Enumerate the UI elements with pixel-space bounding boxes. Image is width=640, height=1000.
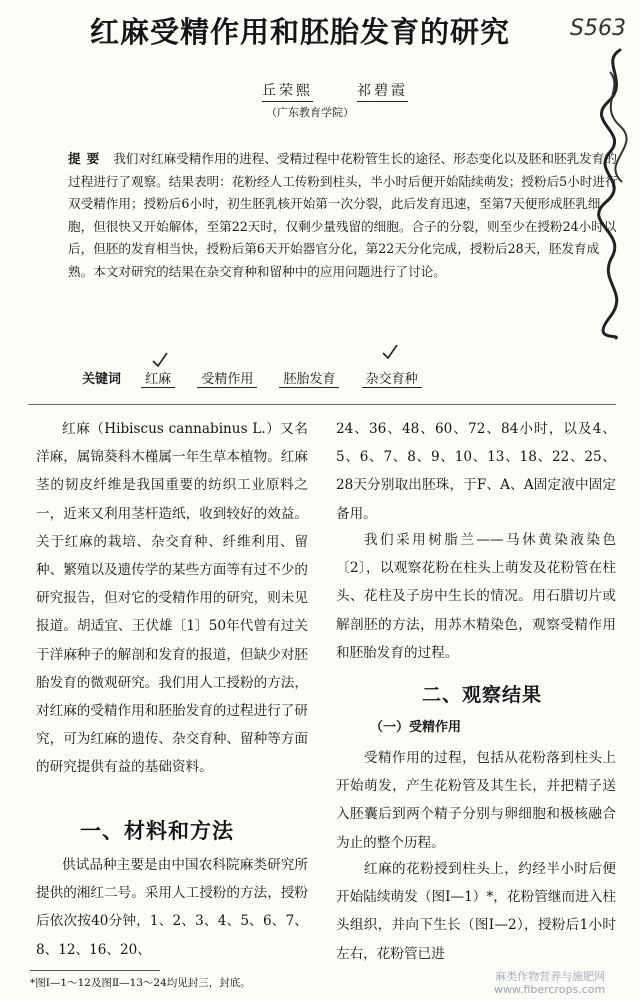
divider (28, 404, 616, 405)
subsection-heading: （一）受精作用 (370, 720, 462, 735)
check-mark-icon (150, 350, 170, 370)
call-number: S563 (570, 16, 626, 41)
abstract-label: 提要 (68, 151, 106, 166)
methods-paragraph: 供试品种主要是由中国农科院麻类研究所提供的湘红二号。采用人工授粉的方法，授粉后依次按40分钟，1、2、3、4、5、6、7、8、12、16、20、 (36, 857, 308, 958)
results-paragraph-2: 红麻的花粉授到柱头上，约经半小时后便开始陆续萌发（图Ⅰ—1）*，花粉管继而进入柱头组织，并向下生长（图Ⅰ—2），授粉后1小时左右，花粉管已进 (336, 861, 616, 962)
methods-paragraph-2: 我们采用树脂兰——马休黄染液染色〔2〕，以观察花粉在柱头上萌发及花粉管在柱头、花柱及子房中生长的情况。用石腊切片或解剖胚的方法，用苏木精染色，观察受精作用和胚胎发育的过程。 (336, 532, 616, 661)
keywords-label: 关键词 (82, 372, 122, 387)
keywords-line (82, 368, 440, 388)
author-name: 丘荣熙 (262, 80, 313, 102)
section-heading: 一、材料和方法 (80, 818, 234, 843)
paper-title: 红麻受精作用和胚胎发育的研究 (90, 15, 511, 49)
author-list (262, 80, 452, 102)
abstract-text: 我们对红麻受精作用的进程、受精过程中花粉管生长的途径、形态变化以及胚和胚乳发育的过程进行了观察。结果表明：花粉经人工传粉到柱头，半小时后便开始陆续萌发；授粉后5小时进行双受精作用；授粉后6小时，初生胚乳核开始第一次分裂，此后发育迅速，至第7天便形成胚乳细胞，但很快又开始解体，至第22天时，仅剩少量残留的细胞。合子的分裂，则至少在授粉24小时以后，但胚的发育相当快，授粉后第6天开始器官分化，第22天分化完成，授粉后28天，胚发育成熟。本文对研究的结果在杂交育种和留种中的应用问题进行了讨论。 (68, 151, 618, 279)
keyword: 杂交育种 (362, 368, 422, 388)
intro-paragraph: 红麻（Hibiscus cannabinus L.）又名洋麻，属锦葵科木槿属一年生草本植物。红麻茎的韧皮纤维是我国重要的纺织工业原料之一，近来又利用茎杆造纸，收到较好的效益。关于红麻的栽培、杂交育种、纤维利用、留种、繁殖以及遗传学的某些方面等有过不少的研究报告，但对它的受精作用的研究，则未见报道。胡适宜、王伏雄〔1〕50年代曾有过关于洋麻种子的解剖和发育的报道，但缺少对胚胎发育的微观研究。我们用人工授粉的方法，对红麻的受精作用和胚胎发育的过程进行了研究，可为红麻的遗传、杂交育种、留种等方面的研究提供有益的基础资料。 (36, 421, 308, 776)
results-paragraph: 受精作用的过程，包括从花粉落到柱头上开始萌发，产生花粉管及其生长，并把精子送入胚囊后到两个精子分别与卵细胞和极核融合为止的整个历程。 (336, 750, 616, 851)
footnote: *图Ⅰ—1～12及图Ⅱ—13～24均见封三，封底。 (30, 977, 251, 989)
footnote-rule (30, 970, 160, 971)
section-heading: 二、观察结果 (422, 684, 543, 706)
check-mark-icon (380, 342, 400, 362)
keyword: 受精作用 (197, 368, 257, 388)
methods-continuation: 24、36、48、60、72、84小时，以及4、5、6、7、8、9、10、13、18、22、25、28天分别取出胚珠，于F、A、A固定液中固定备用。 (336, 421, 616, 522)
watermark (494, 970, 605, 996)
watermark-line: www.fibercrops.com (494, 983, 606, 996)
abstract (68, 148, 624, 283)
keyword: 红麻 (141, 368, 175, 388)
author-name: 祁碧霞 (357, 80, 408, 102)
author-affiliation: （广东教育学院） (266, 106, 354, 119)
keyword: 胚胎发育 (279, 368, 339, 388)
watermark-line: 麻类作物营养与施肥网 (495, 970, 606, 983)
